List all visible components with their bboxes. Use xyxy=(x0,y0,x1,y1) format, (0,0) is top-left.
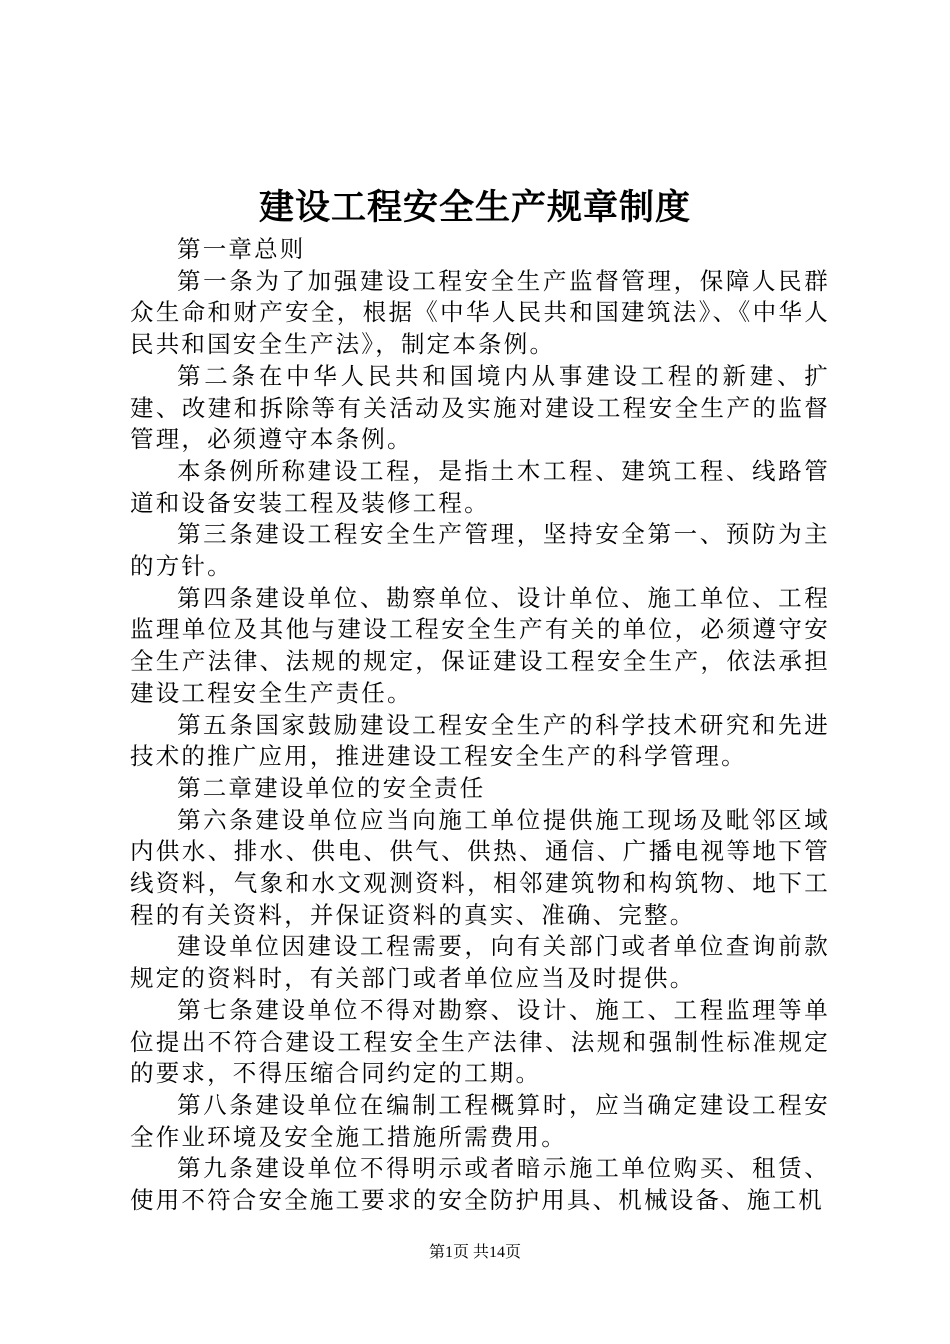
paragraph: 第三条建设工程安全生产管理，坚持安全第一、预防为主的方针。 xyxy=(130,520,830,581)
chapter-heading: 第一章总则 xyxy=(177,235,306,263)
paragraph: 第二条在中华人民共和国境内从事建设工程的新建、扩建、改建和拆除等有关活动及实施对建设工程安全生产的监督管理，必须遵守本条例。 xyxy=(130,361,830,454)
paragraph: 建设单位因建设工程需要，向有关部门或者单位查询前款规定的资料时，有关部门或者单位应当及时提供。 xyxy=(130,932,830,993)
paragraph: 第八条建设单位在编制工程概算时，应当确定建设工程安全作业环境及安全施工措施所需费用。 xyxy=(130,1090,830,1151)
paragraph: 第一条为了加强建设工程安全生产监督管理，保障人民群众生命和财产安全，根据《中华人民共和国建筑法》、《中华人民共和国安全生产法》，制定本条例。 xyxy=(130,266,830,359)
paragraph: 第七条建设单位不得对勘察、设计、施工、工程监理等单位提出不符合建设工程安全生产法律、法规和强制性标准规定的要求，不得压缩合同约定的工期。 xyxy=(130,995,830,1088)
document-body xyxy=(130,234,830,1217)
page-number-footer: 第1页 共14页 xyxy=(428,1244,521,1261)
paragraph: 第九条建设单位不得明示或者暗示施工单位购买、租赁、使用不符合安全施工要求的安全防护用具、机械设备、施工机 xyxy=(130,1154,830,1215)
paragraph: 第六条建设单位应当向施工单位提供施工现场及毗邻区域内供水、排水、供电、供气、供热、通信、广播电视等地下管线资料，气象和水文观测资料，相邻建筑物和构筑物、地下工程的有关资料，并保证资料的真实、准确、完整。 xyxy=(130,805,830,929)
paragraph: 第四条建设单位、勘察单位、设计单位、施工单位、工程监理单位及其他与建设工程安全生产有关的单位，必须遵守安全生产法律、法规的规定，保证建设工程安全生产，依法承担建设工程安全生产责任。 xyxy=(130,583,830,707)
document-title: 建设工程安全生产规章制度 xyxy=(258,187,691,228)
paragraph: 第五条国家鼓励建设工程安全生产的科学技术研究和先进技术的推广应用，推进建设工程安全生产的科学管理。 xyxy=(130,710,830,771)
paragraph: 本条例所称建设工程，是指土木工程、建筑工程、线路管道和设备安装工程及装修工程。 xyxy=(130,456,830,517)
chapter-heading: 第二章建设单位的安全责任 xyxy=(177,773,486,802)
